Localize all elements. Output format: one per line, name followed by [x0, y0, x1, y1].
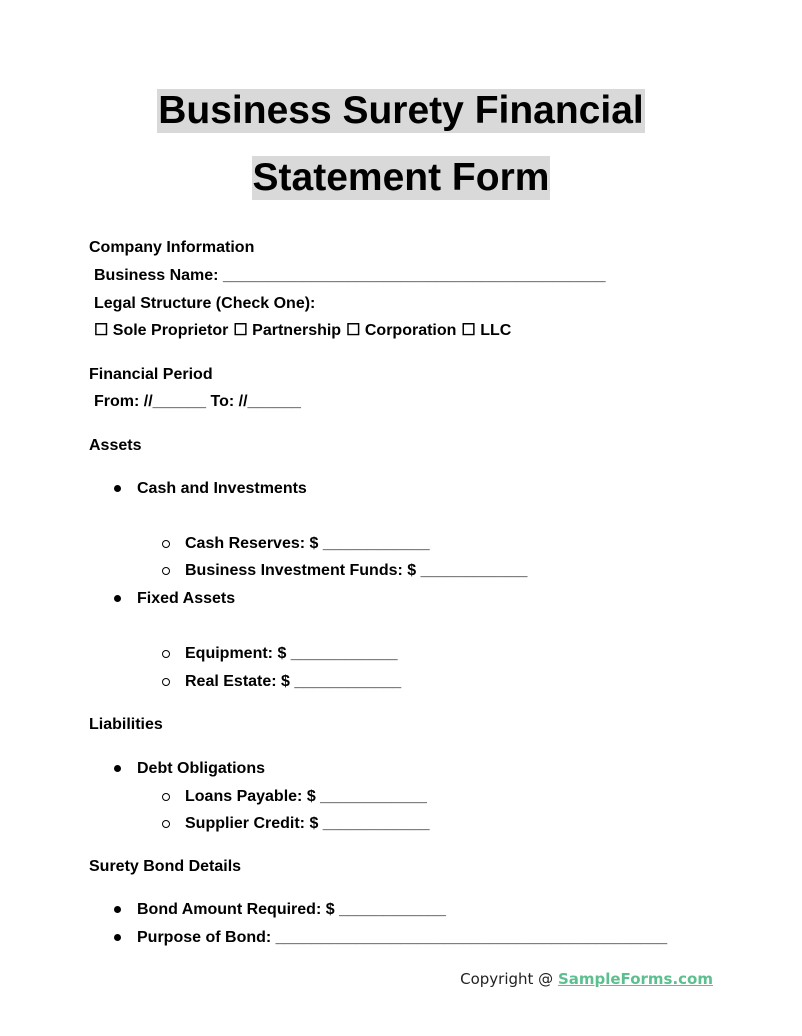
- asset-group-fixed-assets: Fixed Assets: [137, 590, 236, 607]
- section-heading-liabilities: Liabilities: [89, 716, 163, 733]
- circle-bullet-icon: [162, 820, 170, 828]
- bullet-icon: [114, 934, 121, 941]
- loans-payable-field[interactable]: Loans Payable: $ ____________: [185, 788, 427, 805]
- supplier-credit-field[interactable]: Supplier Credit: $ ____________: [185, 815, 430, 832]
- bullet-icon: [114, 485, 121, 492]
- circle-bullet-icon: [162, 678, 170, 686]
- checkbox-llc[interactable]: ☐ LLC: [461, 322, 512, 339]
- equipment-field[interactable]: Equipment: $ ____________: [185, 645, 398, 662]
- cash-reserves-field[interactable]: Cash Reserves: $ ____________: [185, 535, 430, 552]
- section-heading-company-information: Company Information: [89, 239, 255, 256]
- title-line-2-wrap: [0, 156, 802, 200]
- checkbox-partnership[interactable]: ☐ Partnership: [233, 322, 342, 339]
- sampleforms-link[interactable]: SampleForms.com: [557, 970, 713, 988]
- checkbox-sole-proprietor[interactable]: ☐ Sole Proprietor: [94, 322, 229, 339]
- circle-bullet-icon: [162, 567, 170, 575]
- bullet-icon: [114, 765, 121, 772]
- copyright-text: Copyright @: [460, 970, 558, 988]
- purpose-of-bond-field[interactable]: Purpose of Bond: ____________________________________________: [137, 929, 668, 946]
- circle-bullet-icon: [162, 793, 170, 801]
- page-title-line-1: Business Surety Financial: [158, 89, 644, 132]
- financial-period-dates-field[interactable]: From: //______ To: //______: [94, 393, 301, 410]
- business-investment-funds-field[interactable]: Business Investment Funds: $ ____________: [185, 562, 528, 579]
- bullet-icon: [114, 906, 121, 913]
- checkbox-corporation[interactable]: ☐ Corporation: [346, 322, 457, 339]
- section-heading-assets: Assets: [89, 437, 142, 454]
- circle-bullet-icon: [162, 540, 170, 548]
- legal-structure-options: [94, 321, 511, 341]
- liability-group-debt-obligations: Debt Obligations: [137, 760, 265, 777]
- business-name-field[interactable]: Business Name: ___________________________________________: [94, 267, 606, 284]
- section-heading-financial-period: Financial Period: [89, 366, 213, 383]
- bullet-icon: [114, 595, 121, 602]
- page-title-line-2: Statement Form: [252, 156, 550, 199]
- real-estate-field[interactable]: Real Estate: $ ____________: [185, 673, 402, 690]
- asset-group-cash-investments: Cash and Investments: [137, 480, 307, 497]
- legal-structure-label: Legal Structure (Check One):: [94, 295, 316, 312]
- circle-bullet-icon: [162, 650, 170, 658]
- section-heading-surety-bond: Surety Bond Details: [89, 858, 242, 875]
- copyright-footer: [460, 969, 713, 989]
- title-line-1-wrap: [0, 89, 802, 133]
- bond-amount-field[interactable]: Bond Amount Required: $ ____________: [137, 901, 446, 918]
